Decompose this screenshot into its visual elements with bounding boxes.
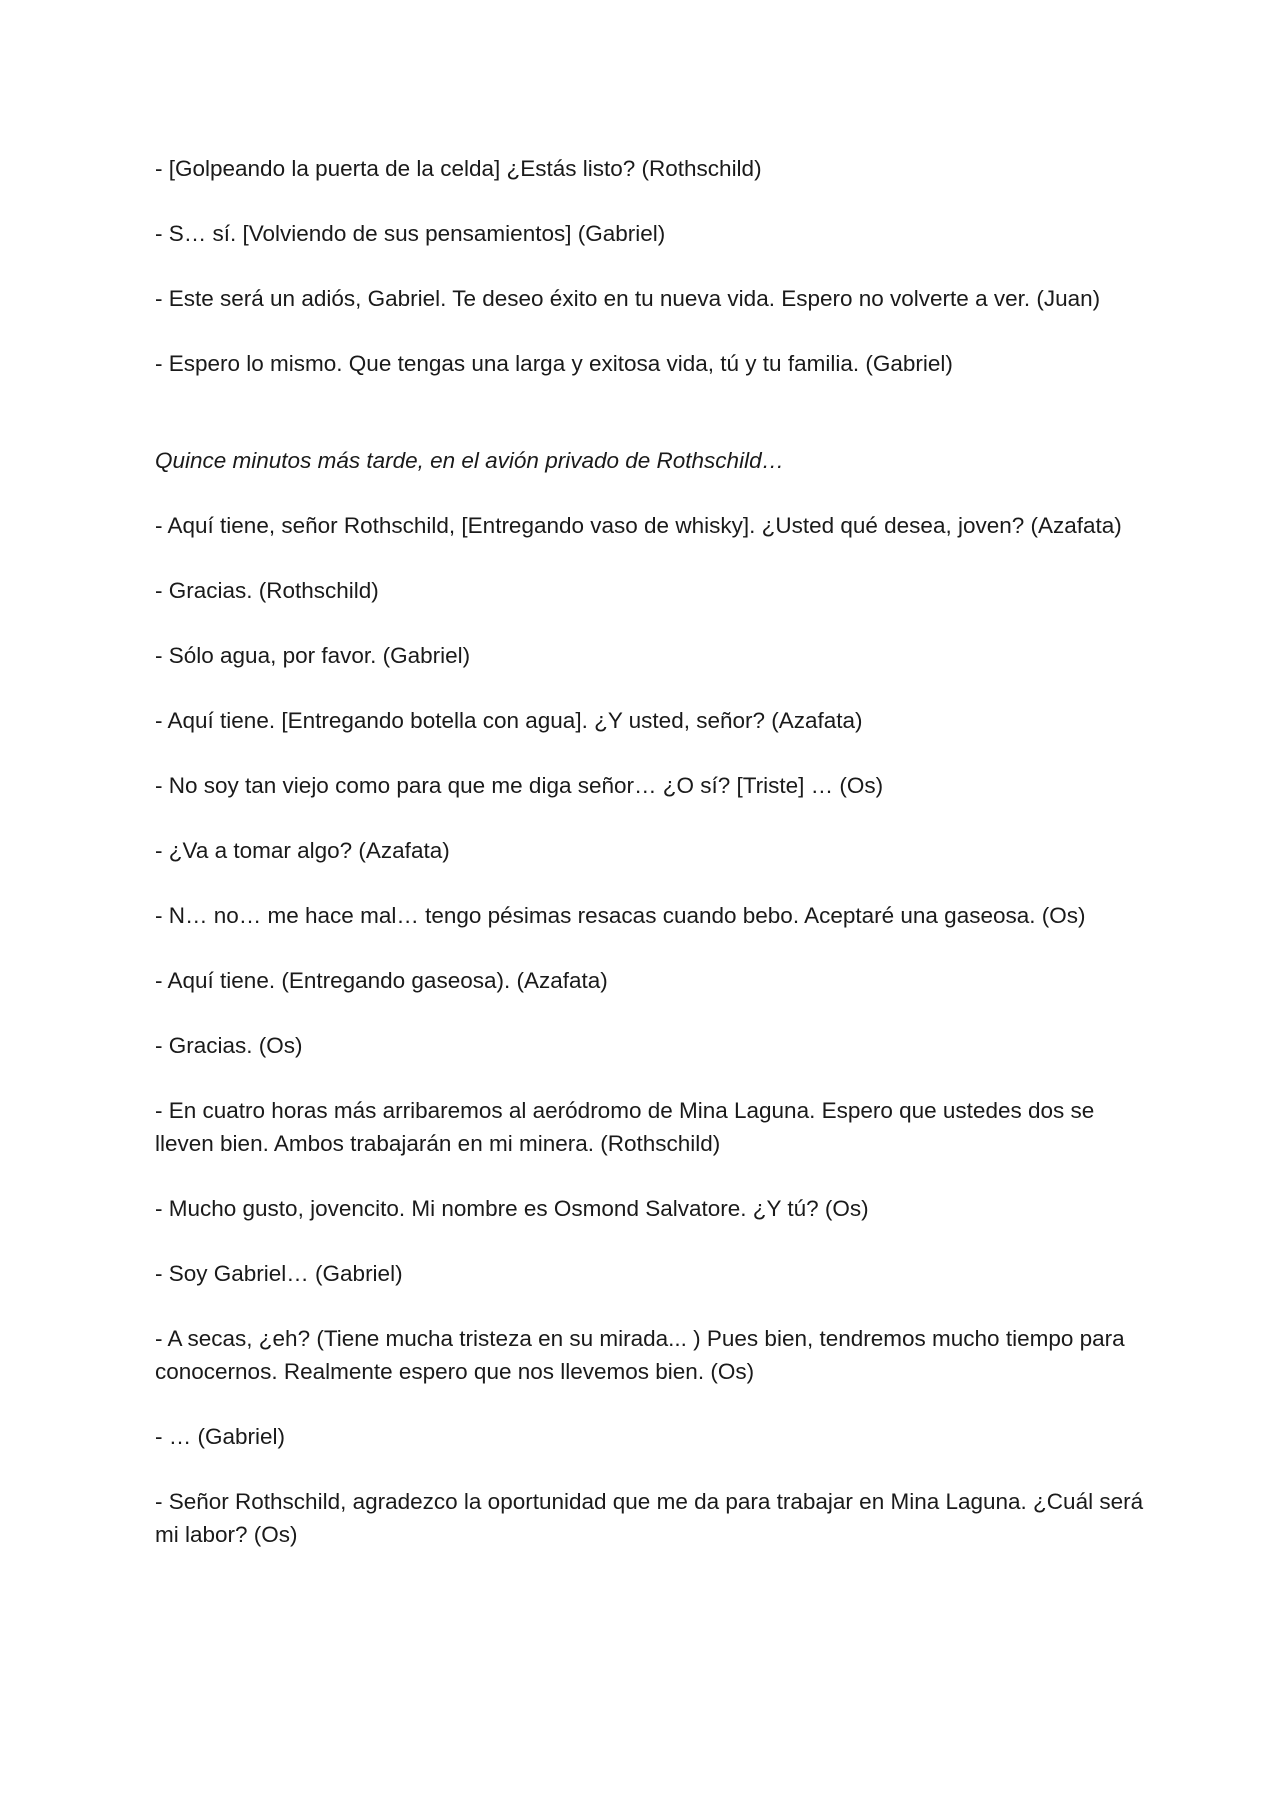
dialogue-line: - Sólo agua, por favor. (Gabriel) (155, 643, 471, 668)
dialogue-line: - Señor Rothschild, agradezco la oportunidad que me da para trabajar en Mina Laguna. ¿Cuál será mi labor? (Os) (155, 1489, 1144, 1547)
dialogue-line: - En cuatro horas más arribaremos al aeródromo de Mina Laguna. Espero que ustedes dos se lleven bien. Ambos trabajarán en mi minera. (Rothschild) (155, 1098, 1095, 1156)
dialogue-line: - Gracias. (Rothschild) (155, 578, 379, 603)
dialogue-line: - ¿Va a tomar algo? (Azafata) (155, 838, 450, 863)
dialogue-line: - S… sí. [Volviendo de sus pensamientos] (Gabriel) (155, 221, 666, 246)
dialogue-line: - N… no… me hace mal… tengo pésimas resacas cuando bebo. Aceptaré una gaseosa. (Os) (155, 903, 1086, 928)
document-body (155, 152, 1145, 1583)
dialogue-line: - No soy tan viejo como para que me diga señor… ¿O sí? [Triste] … (Os) (155, 773, 884, 798)
dialogue-line: - Mucho gusto, jovencito. Mi nombre es Osmond Salvatore. ¿Y tú? (Os) (155, 1196, 869, 1221)
dialogue-line: - Aquí tiene. [Entregando botella con agua]. ¿Y usted, señor? (Azafata) (155, 708, 863, 733)
dialogue-line: - Aquí tiene. (Entregando gaseosa). (Azafata) (155, 968, 608, 993)
scene-narration: Quince minutos más tarde, en el avión privado de Rothschild… (155, 448, 785, 473)
dialogue-line: - Este será un adiós, Gabriel. Te deseo éxito en tu nueva vida. Espero no volverte a ver. (Juan) (155, 286, 1101, 311)
dialogue-line: - Soy Gabriel… (Gabriel) (155, 1261, 403, 1286)
dialogue-line: - [Golpeando la puerta de la celda] ¿Estás listo? (Rothschild) (155, 156, 762, 181)
dialogue-line: - … (Gabriel) (155, 1424, 286, 1449)
dialogue-line: - Espero lo mismo. Que tengas una larga y exitosa vida, tú y tu familia. (Gabriel) (155, 351, 953, 376)
dialogue-line: - Gracias. (Os) (155, 1033, 303, 1058)
dialogue-line: - A secas, ¿eh? (Tiene mucha tristeza en su mirada... ) Pues bien, tendremos mucho tiempo para conocernos. Realmente espero que nos llevemos bien. (Os) (155, 1326, 1125, 1384)
dialogue-line: - Aquí tiene, señor Rothschild, [Entregando vaso de whisky]. ¿Usted qué desea, joven? (Azafata) (155, 513, 1122, 538)
section-spacer (155, 412, 1145, 444)
